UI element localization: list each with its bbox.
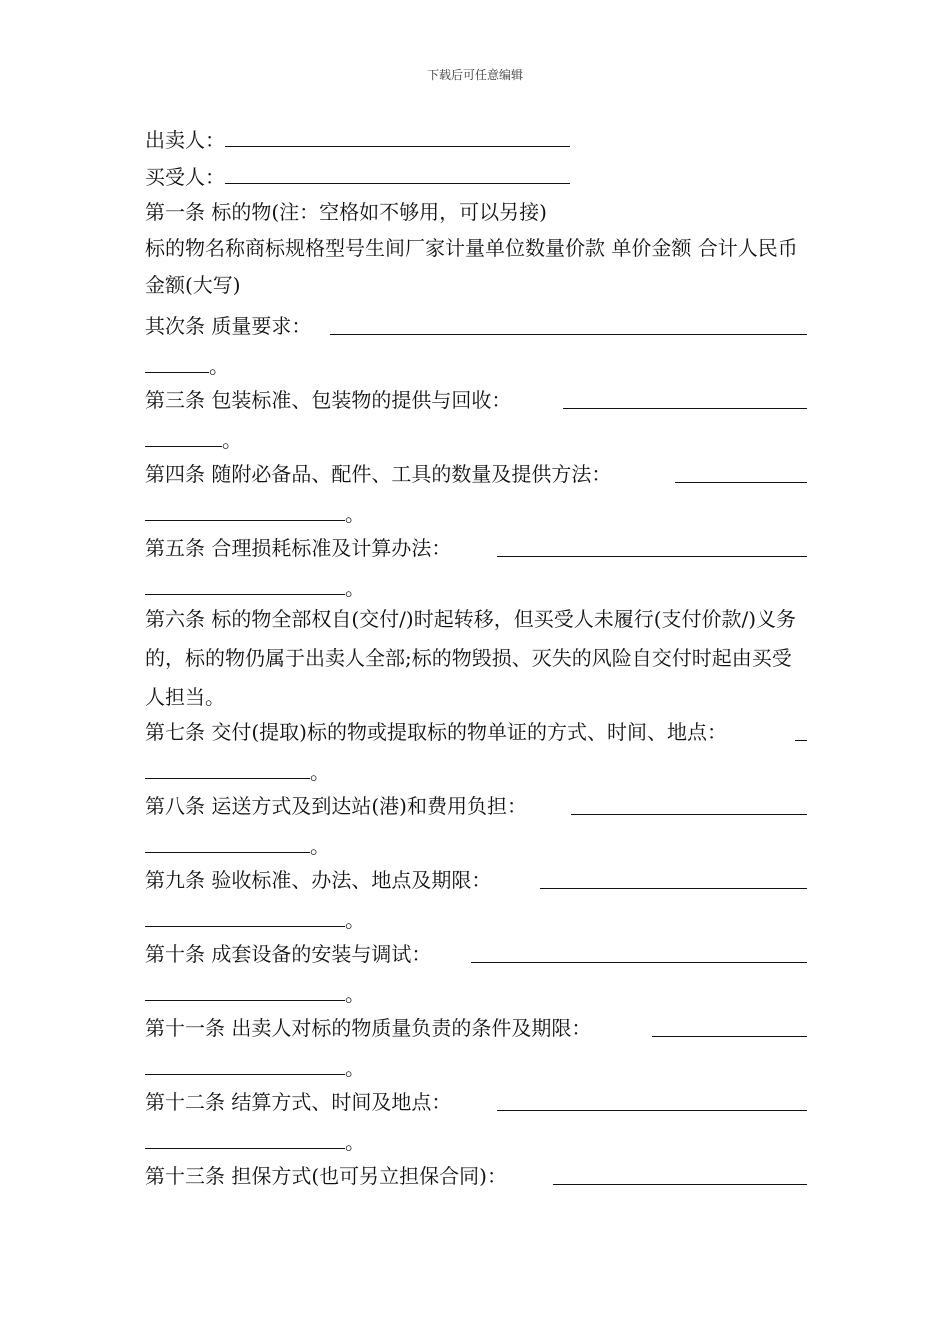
article-5-line	[145, 534, 807, 564]
article-8-blank[interactable]	[571, 792, 807, 815]
article-1-columns: 标的物名称商标规格型号生间厂家计量单位数量价款 单价金额 合计人民币金额(大写)	[145, 236, 798, 297]
article-9-blank[interactable]	[540, 866, 807, 889]
article-4-blank-cont[interactable]	[145, 498, 345, 521]
article-7-label: 第七条 交付(提取)标的物或提取标的物单证的方式、时间、地点：	[145, 720, 727, 744]
article-4-line	[145, 460, 807, 490]
article-7-line	[145, 718, 807, 748]
period: 。	[345, 576, 365, 600]
page-header-note: 下载后可任意编辑	[426, 68, 523, 82]
article-2-blank[interactable]	[330, 312, 807, 335]
article-5-cont	[145, 572, 365, 602]
period: 。	[345, 1056, 365, 1080]
article-10-cont	[145, 978, 365, 1008]
period: 。	[209, 354, 229, 378]
period: 。	[345, 908, 365, 932]
article-4-cont	[145, 498, 365, 528]
period: 。	[310, 760, 330, 784]
article-5-blank[interactable]	[497, 534, 807, 557]
buyer-line	[145, 161, 570, 191]
article-2-blank-cont[interactable]	[145, 350, 209, 373]
article-12-cont	[145, 1126, 365, 1156]
article-2-label: 其次条 质量要求：	[145, 314, 312, 338]
article-12-line	[145, 1088, 807, 1118]
period: 。	[345, 502, 365, 526]
article-3-blank-cont[interactable]	[145, 424, 222, 447]
article-5-blank-cont[interactable]	[145, 572, 345, 595]
article-13-blank[interactable]	[553, 1162, 807, 1185]
article-11-cont	[145, 1052, 365, 1082]
article-4-label: 第四条 随附必备品、配件、工具的数量及提供方法：	[145, 462, 612, 486]
article-12-label: 第十二条 结算方式、时间及地点：	[145, 1090, 452, 1114]
article-8-label: 第八条 运送方式及到达站(港)和费用负担：	[145, 794, 527, 818]
article-9-line	[145, 866, 807, 896]
period: 。	[345, 982, 365, 1006]
article-11-line	[145, 1014, 807, 1044]
article-6: 第六条 标的物全部权自(交付/)时起转移，但买受人未履行(支付价款/)义务的，标的物仍属于出卖人全部;标的物毁损、灭失的风险自交付时起由买受人担当。	[145, 607, 797, 709]
article-3-line	[145, 386, 807, 416]
article-10-label: 第十条 成套设备的安装与调试：	[145, 942, 432, 966]
article-9-blank-cont[interactable]	[145, 904, 345, 927]
period: 。	[222, 428, 242, 452]
article-3-label: 第三条 包装标准、包装物的提供与回收：	[145, 388, 512, 412]
article-8-blank-cont[interactable]	[145, 830, 310, 853]
article-12-blank-cont[interactable]	[145, 1126, 345, 1149]
article-7-blank[interactable]	[795, 718, 807, 741]
buyer-label: 买受人：	[145, 165, 225, 189]
article-3-cont	[145, 424, 242, 454]
article-11-label: 第十一条 出卖人对标的物质量负责的条件及期限：	[145, 1016, 592, 1040]
article-9-label: 第九条 验收标准、办法、地点及期限：	[145, 868, 492, 892]
article-3-blank[interactable]	[563, 386, 807, 409]
period: 。	[310, 834, 330, 858]
article-5-label: 第五条 合理损耗标准及计算办法：	[145, 536, 452, 560]
article-4-blank[interactable]	[675, 460, 807, 483]
article-10-blank[interactable]	[471, 940, 807, 963]
article-12-blank[interactable]	[497, 1088, 807, 1111]
seller-blank[interactable]	[225, 124, 570, 147]
article-7-cont	[145, 756, 330, 786]
article-11-blank[interactable]	[652, 1014, 807, 1037]
seller-line	[145, 124, 570, 154]
seller-label: 出卖人：	[145, 128, 225, 152]
article-13-label: 第十三条 担保方式(也可另立担保合同)：	[145, 1164, 507, 1188]
article-13-line	[145, 1162, 807, 1192]
article-9-cont	[145, 904, 365, 934]
article-8-line	[145, 792, 807, 822]
article-11-blank-cont[interactable]	[145, 1052, 345, 1075]
buyer-blank[interactable]	[225, 161, 570, 184]
article-1-title: 第一条 标的物(注：空格如不够用，可以另接)	[145, 200, 547, 224]
article-7-blank-cont[interactable]	[145, 756, 310, 779]
article-10-blank-cont[interactable]	[145, 978, 345, 1001]
article-2-line	[145, 312, 807, 342]
article-8-cont	[145, 830, 330, 860]
article-10-line	[145, 940, 807, 970]
period: 。	[345, 1130, 365, 1154]
article-2-cont	[145, 350, 229, 380]
